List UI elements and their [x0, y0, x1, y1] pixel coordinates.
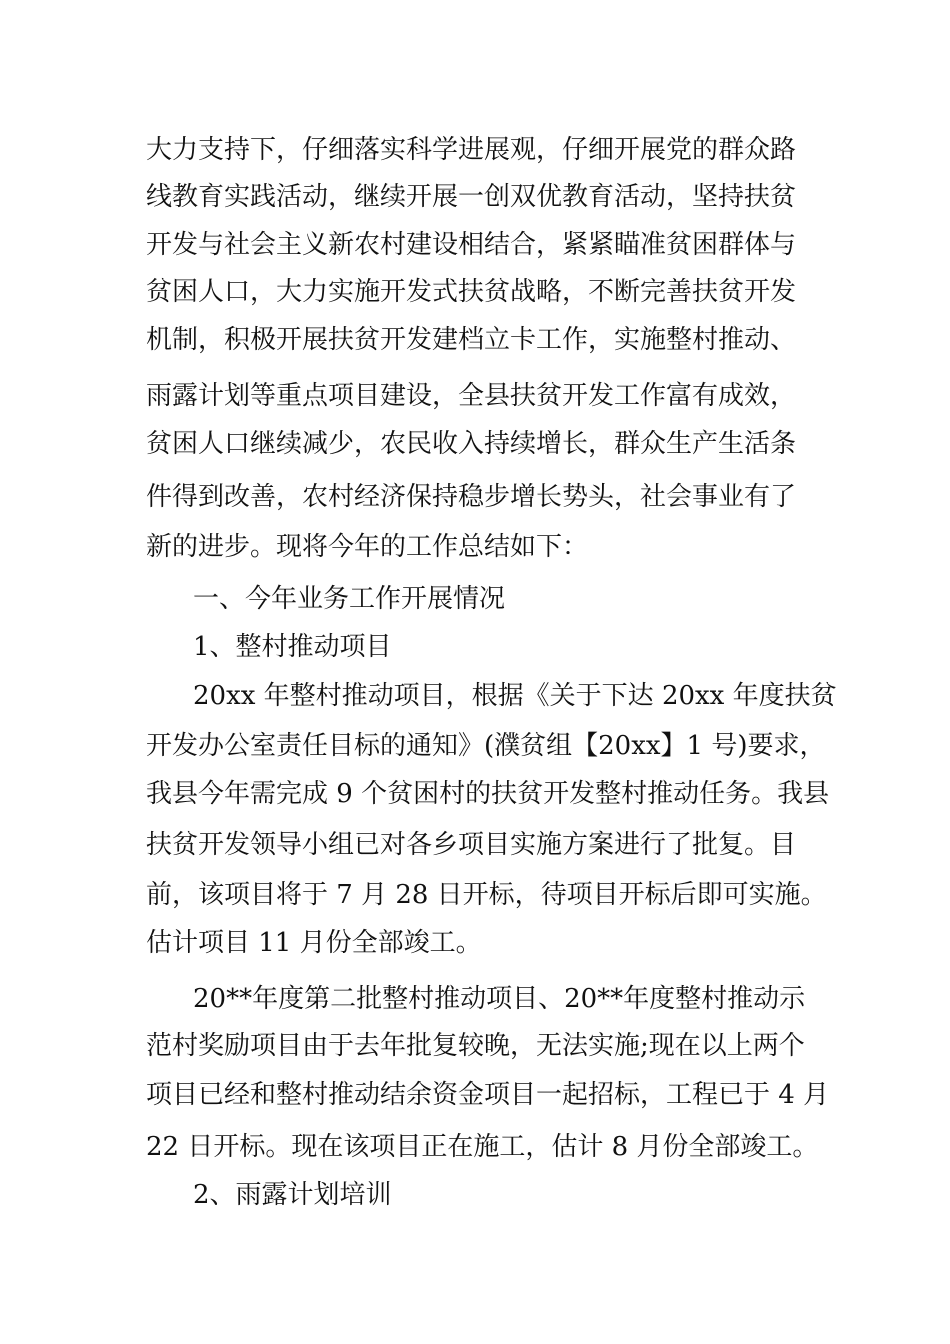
- paragraph-line: 范村奖励项目由于去年批复较晚，无法实施;现在以上两个: [146, 1031, 805, 1061]
- subsection-heading: 2、雨露计划培训: [193, 1180, 392, 1210]
- paragraph-line: 件得到改善，农村经济保持稳步增长势头，社会事业有了: [146, 482, 797, 512]
- paragraph-line: 雨露计划等重点项目建设，全县扶贫开发工作富有成效，: [146, 381, 797, 411]
- paragraph-line: 20**年度第二批整村推动项目、20**年度整村推动示: [193, 984, 806, 1014]
- paragraph-line: 扶贫开发领导小组已对各乡项目实施方案进行了批复。目: [146, 830, 797, 860]
- paragraph-line: 线教育实践活动，继续开展一创双优教育活动，坚持扶贫: [146, 182, 797, 212]
- paragraph-line: 20xx 年整村推动项目，根据《关于下达 20xx 年度扶贫: [193, 681, 837, 711]
- paragraph-line: 22 日开标。现在该项目正在施工，估计 8 月份全部竣工。: [146, 1132, 819, 1162]
- paragraph-line: 前，该项目将于 7 月 28 日开标，待项目开标后即可实施。: [146, 880, 827, 910]
- paragraph-line: 新的进步。现将今年的工作总结如下：: [146, 532, 589, 562]
- section-heading: 一、今年业务工作开展情况: [193, 584, 506, 614]
- paragraph-line: 大力支持下，仔细落实科学进展观，仔细开展党的群众路: [146, 135, 797, 165]
- paragraph-line: 开发办公室责任目标的通知》(濮贫组【20xx】1 号)要求，: [146, 731, 826, 761]
- paragraph-line: 我县今年需完成 9 个贫困村的扶贫开发整村推动任务。我县: [146, 779, 830, 809]
- paragraph-line: 开发与社会主义新农村建设相结合，紧紧瞄准贫困群体与: [146, 230, 797, 260]
- paragraph-line: 估计项目 11 月份全部竣工。: [146, 928, 482, 958]
- paragraph-line: 贫困人口继续减少，农民收入持续增长，群众生产生活条: [146, 429, 797, 459]
- subsection-heading: 1、整村推动项目: [193, 632, 392, 662]
- paragraph-line: 贫困人口，大力实施开发式扶贫战略，不断完善扶贫开发: [146, 277, 797, 307]
- paragraph-line: 机制，积极开展扶贫开发建档立卡工作，实施整村推动、: [146, 325, 797, 355]
- paragraph-line: 项目已经和整村推动结余资金项目一起招标，工程已于 4 月: [146, 1080, 830, 1110]
